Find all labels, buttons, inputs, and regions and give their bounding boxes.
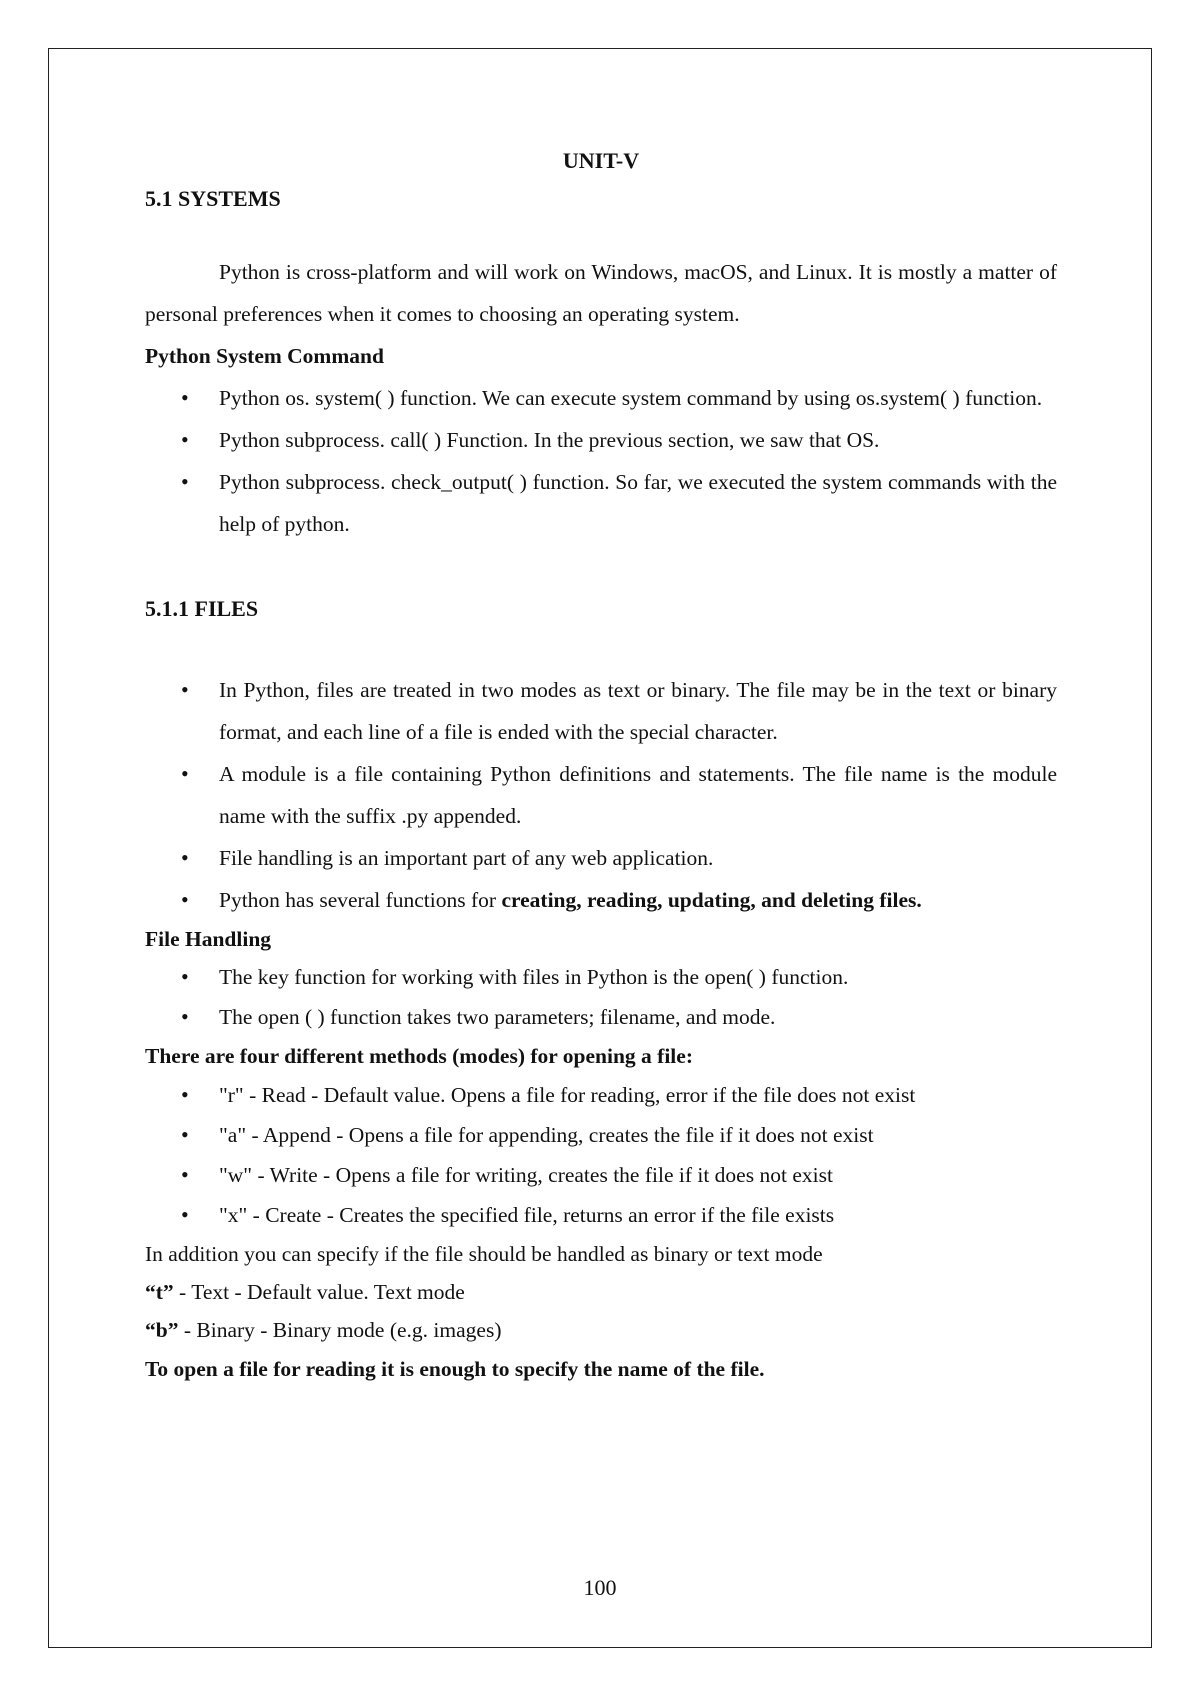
list-item: • "x" - Create - Creates the specified file, returns an error if the file exists xyxy=(145,1195,1057,1235)
list-item xyxy=(145,879,1057,921)
list-item: • In Python, files are treated in two modes as text or binary. The file may be in the text or binary format, and each line of a file is ended with the special character. xyxy=(145,669,1057,753)
file-handling-list xyxy=(145,957,1057,1037)
section-heading-systems: 5.1 SYSTEMS xyxy=(145,186,281,211)
list-item: • "w" - Write - Opens a file for writing, creates the file if it does not exist xyxy=(145,1155,1057,1195)
list-item: • Python os. system( ) function. We can execute system command by using os.system( ) function. xyxy=(145,377,1057,419)
files-list xyxy=(145,669,1057,921)
text-mode-key: “t” xyxy=(145,1280,174,1304)
list-item: • "r" - Read - Default value. Opens a file for reading, error if the file does not exist xyxy=(145,1075,1057,1115)
bullet-bold-text: creating, reading, updating, and deleting files. xyxy=(501,888,922,912)
modes-list xyxy=(145,1075,1057,1235)
section-heading-files: 5.1.1 FILES xyxy=(145,596,259,621)
text-mode-desc: - Text - Default value. Text mode xyxy=(173,1280,465,1304)
unit-title: UNIT-V xyxy=(562,148,640,173)
addition-line: In addition you can specify if the file should be handled as binary or text mode xyxy=(145,1242,823,1266)
list-item: • Python subprocess. call( ) Function. In the previous section, we saw that OS. xyxy=(145,419,1057,461)
list-item: • A module is a file containing Python definitions and statements. The file name is the module name with the suffix .py appended. xyxy=(145,753,1057,837)
text-mode-line xyxy=(145,1273,1057,1311)
closing-line: To open a file for reading it is enough to specify the name of the file. xyxy=(145,1357,765,1381)
binary-mode-desc: - Binary - Binary mode (e.g. images) xyxy=(178,1318,502,1342)
system-command-list xyxy=(145,377,1057,545)
page-number: 100 xyxy=(583,1575,617,1600)
list-item: • File handling is an important part of any web application. xyxy=(145,837,1057,879)
subheading-file-handling: File Handling xyxy=(145,927,272,951)
list-item: • The key function for working with files in Python is the open( ) function. xyxy=(145,957,1057,997)
binary-mode-line xyxy=(145,1311,1057,1349)
subheading-system-command: Python System Command xyxy=(145,344,384,368)
list-item: • The open ( ) function takes two parameters; filename, and mode. xyxy=(145,997,1057,1037)
binary-mode-key: “b” xyxy=(145,1318,179,1342)
bullet-text: Python has several functions for xyxy=(219,888,502,912)
intro-paragraph: Python is cross-platform and will work on Windows, macOS, and Linux. It is mostly a matter of personal preferences when it comes to choosing an operating system. xyxy=(145,260,1057,326)
page-content xyxy=(145,145,1057,1389)
list-item: • "a" - Append - Opens a file for appending, creates the file if it does not exist xyxy=(145,1115,1057,1155)
subheading-modes: There are four different methods (modes) for opening a file: xyxy=(145,1044,693,1068)
list-item: • Python subprocess. check_output( ) function. So far, we executed the system commands with the help of python. xyxy=(145,461,1057,545)
